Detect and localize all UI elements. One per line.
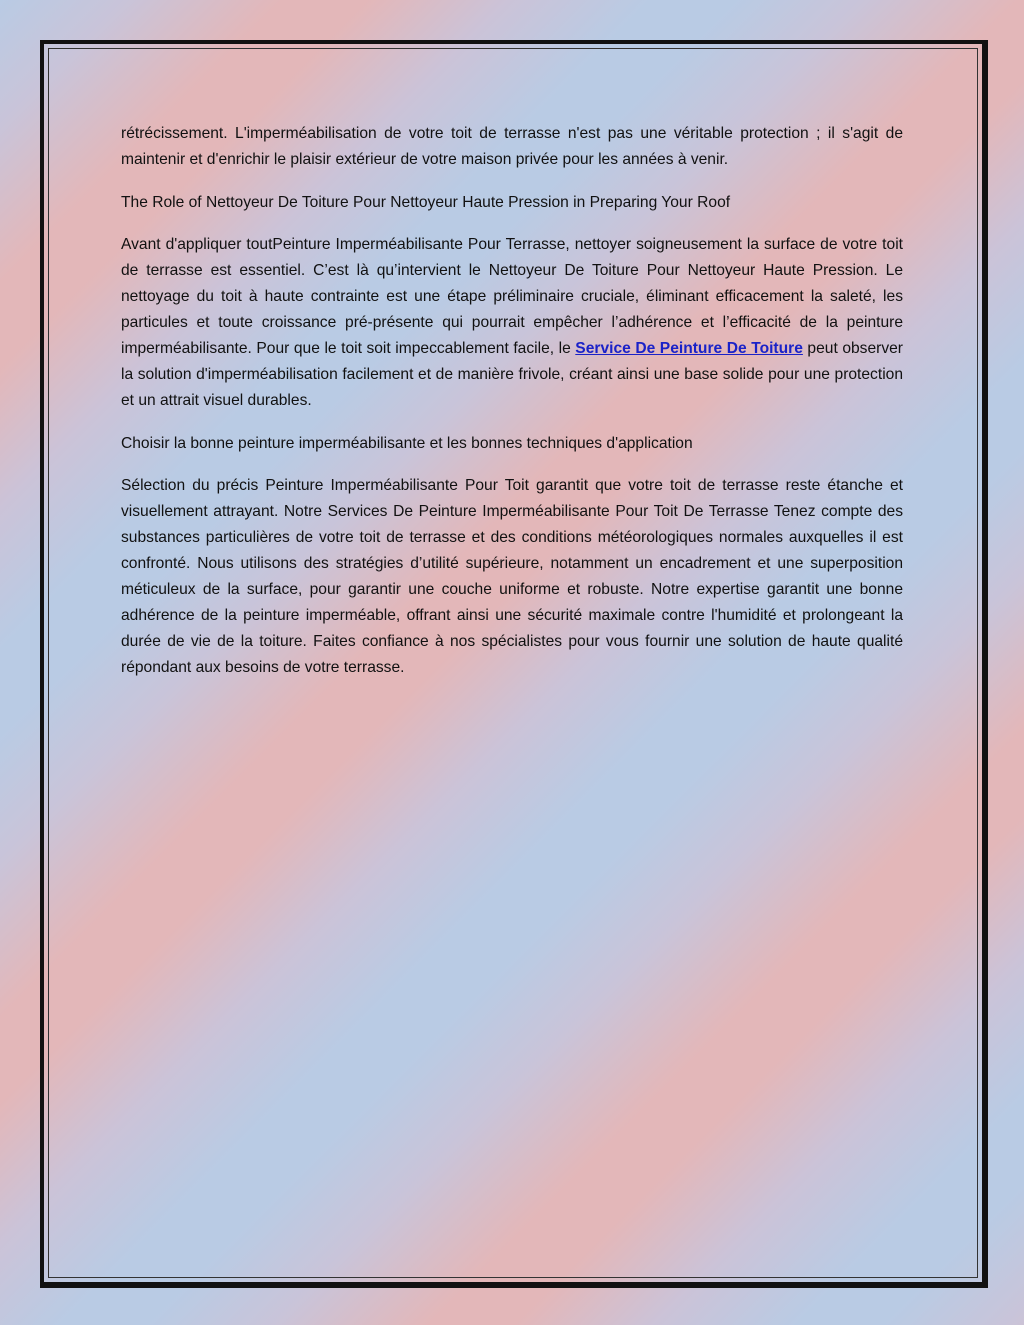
section-heading-roof-cleaning: The Role of Nettoyeur De Toiture Pour Nettoyeur Haute Pression in Preparing Your Roof xyxy=(121,193,731,211)
paragraph-text-before-link: Avant d'appliquer toutPeinture Imperméabilisante Pour Terrasse, nettoyer soigneusement la surface de votre toit de terrasse est essentiel. C’est là qu’intervient le Nettoyeur De Toiture Pour Nettoyeur Haute Pression. Le nettoyage du toit à haute contrainte est une étape préliminaire cruciale, éliminant efficacement la saleté, les particules et toute croissance pré-présente qui pourrait empêcher l’adhérence et l’efficacité de la peinture imperméabilisante. Pour que le toit soit impeccablement facile, le xyxy=(121,236,903,357)
service-peinture-toiture-link[interactable]: Service De Peinture De Toiture xyxy=(575,340,803,357)
document-body xyxy=(121,121,903,698)
paragraph-paint-selection: Sélection du précis Peinture Imperméabilisante Pour Toit garantit que votre toit de terrasse reste étanche et visuellement attrayant. Notre Services De Peinture Imperméabilisante Pour Toit De Terrasse Tenez compte des substances particulières de votre toit de terrasse et des conditions météorologiques normales auxquelles il est confronté. Nous utilisons des stratégies d’utilité supérieure, notamment un encadrement et une superposition méticuleux de la surface, pour garantir une couche uniforme et robuste. Notre expertise garantit une bonne adhérence de la peinture imperméable, offrant ainsi une sécurité maximale contre l'humidité et prolongeant la durée de vie de la toiture. Faites confiance à nos spécialistes pour vous fournir une solution de haute qualité répondant aux besoins de votre terrasse. xyxy=(121,477,903,676)
paragraph-intro: rétrécissement. L'imperméabilisation de votre toit de terrasse n'est pas une véritable protection ; il s'agit de maintenir et d'enrichir le plaisir extérieur de votre maison privée pour les années à venir. xyxy=(121,125,903,168)
paragraph-roof-cleaning xyxy=(121,232,903,414)
section-heading-paint-choice: Choisir la bonne peinture imperméabilisante et les bonnes techniques d'application xyxy=(121,434,693,452)
paragraph-text-after-link: peut observer la solution d'imperméabilisation facilement et de manière frivole, créant ainsi une base solide pour une protection et un attrait visuel durables. xyxy=(121,340,903,409)
